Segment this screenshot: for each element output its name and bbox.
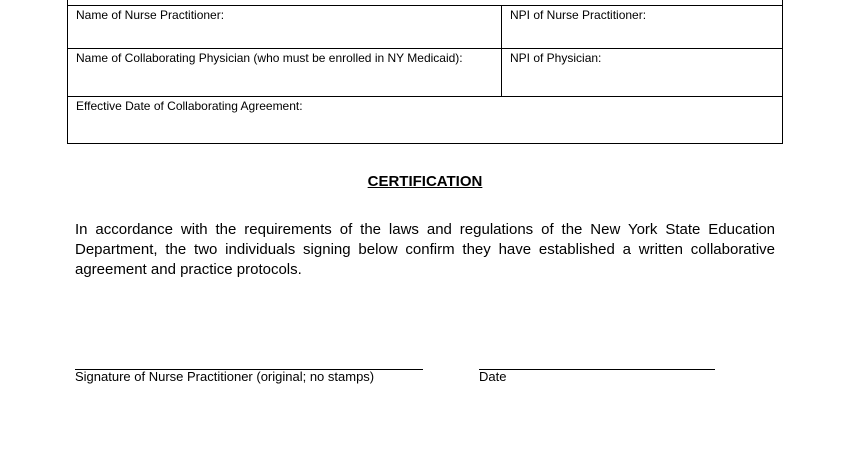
np-signature-label: Signature of Nurse Practitioner (original; no stamps) bbox=[75, 369, 375, 384]
provider-info-table bbox=[67, 0, 783, 144]
physician-npi-field[interactable] bbox=[510, 71, 774, 89]
physician-name-label: Name of Collaborating Physician (who must be enrolled in NY Medicaid): bbox=[76, 51, 463, 65]
certification-body: In accordance with the requirements of the laws and regulations of the New York State Education Department, the two individuals signing below confirm they have established a written collaborative agreement and practice protocols. bbox=[75, 221, 775, 278]
physician-npi-cell bbox=[502, 49, 782, 96]
effective-date-label: Effective Date of Collaborating Agreement: bbox=[76, 99, 303, 113]
row-effective-date bbox=[68, 97, 782, 143]
date-label: Date bbox=[479, 369, 507, 384]
certification-title: CERTIFICATION bbox=[367, 173, 483, 190]
effective-date-field[interactable] bbox=[76, 119, 774, 137]
row-nurse-practitioner bbox=[68, 5, 782, 49]
np-name-cell bbox=[68, 6, 502, 48]
np-npi-label: NPI of Nurse Practitioner: bbox=[510, 8, 647, 22]
np-npi-field[interactable] bbox=[510, 28, 774, 46]
physician-npi-label: NPI of Physician: bbox=[510, 51, 602, 65]
physician-name-cell bbox=[68, 49, 502, 96]
np-name-label: Name of Nurse Practitioner: bbox=[76, 8, 225, 22]
np-npi-cell bbox=[502, 6, 782, 48]
physician-name-field[interactable] bbox=[76, 71, 493, 89]
effective-date-cell bbox=[68, 97, 782, 143]
row-collaborating-physician bbox=[68, 49, 782, 97]
np-name-field[interactable] bbox=[76, 28, 493, 46]
date-signature-line[interactable] bbox=[479, 369, 715, 370]
